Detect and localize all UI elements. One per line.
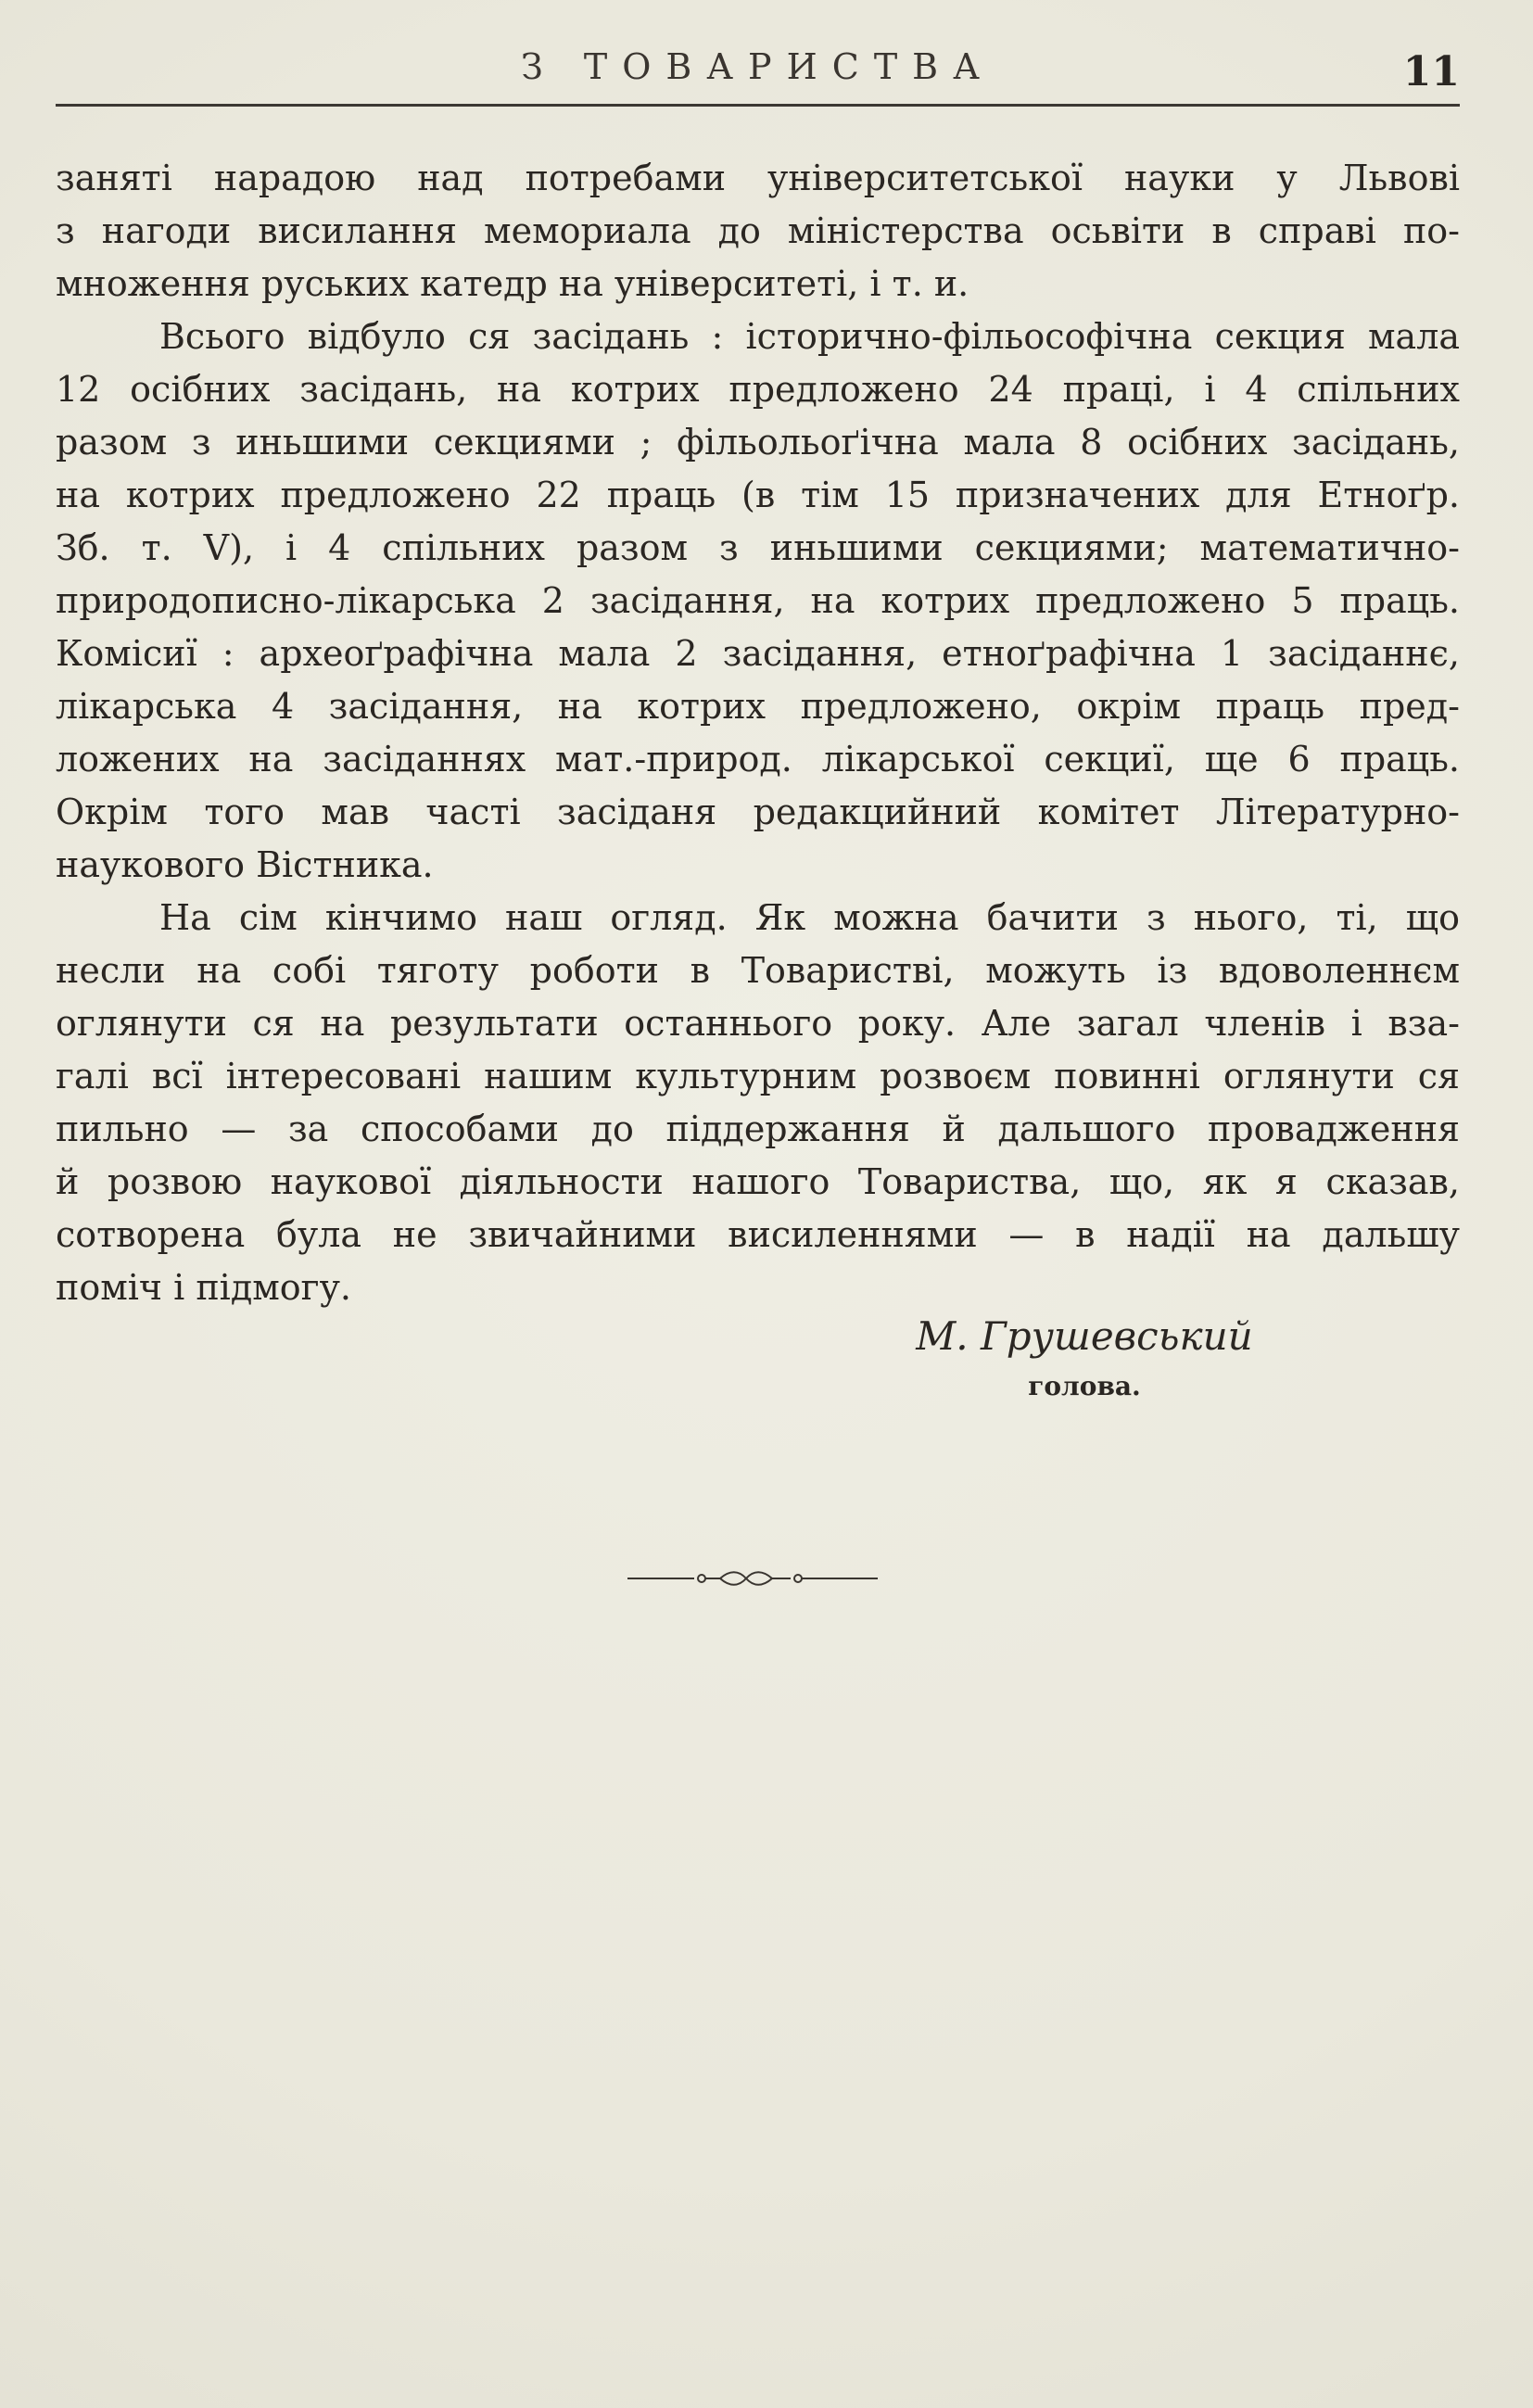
text-line: поміч і підмогу. — [56, 1267, 352, 1308]
signature-block — [890, 1309, 1279, 1409]
text-line: Комісиї : археоґрафічна мала 2 засідання, етноґрафічна 1 засіданнє, — [56, 633, 1460, 674]
decorative-divider-icon — [627, 1565, 878, 1592]
text-line: несли на собі тяготу роботи в Товаристві, можуть із вдоволеннєм — [56, 950, 1460, 991]
text-line: на котрих предложено 22 праць (в тім 15 призначених для Етноґр. — [56, 475, 1460, 515]
text-line: разом з иньшими секциями ; фільольоґічна мала 8 осібних засідань, — [56, 422, 1460, 463]
text-line: Всього відбуло ся засідань : історично-фільософічна секция мала — [159, 316, 1460, 357]
page-header — [56, 43, 1460, 108]
running-head: З ТОВАРИСТВА — [521, 46, 995, 87]
text-line: заняті нарадою над потребами університетської науки у Львові — [56, 158, 1460, 198]
text-line: Зб. т. V), і 4 спільних разом з иньшими секциями; математично- — [56, 527, 1460, 568]
body-text — [56, 152, 1460, 1314]
text-line: пильно — за способами до піддержання й дальшого провадження — [56, 1109, 1460, 1149]
text-line: ложених на засіданнях мат.-природ. лікарської секциї, ще 6 праць. — [56, 739, 1460, 779]
header-rule — [56, 104, 1460, 107]
text-line: 12 осібних засідань, на котрих предложено 24 праці, і 4 спільних — [56, 369, 1460, 410]
text-line: Окрім того мав часті засіданя редакцийний комітет Літературно- — [56, 792, 1460, 832]
text-line: оглянути ся на результати останнього року. Але загал членів і вза- — [56, 1003, 1460, 1044]
text-line: На сім кінчимо наш огляд. Як можна бачити з нього, ті, що — [159, 897, 1460, 938]
text-line: природописно-лікарська 2 засідання, на котрих предложено 5 праць. — [56, 580, 1460, 621]
author-signature: М. Грушевський — [916, 1313, 1253, 1359]
text-line: з нагоди висилання мемориала до міністерства осьвіти в справі по- — [56, 210, 1460, 251]
text-line: наукового Вістника. — [56, 844, 434, 885]
text-line: й розвою наукової діяльности нашого Товариства, що, як я сказав, — [56, 1161, 1460, 1202]
text-line: сотворена була не звичайними висиленнями — в надії на дальшу — [56, 1214, 1460, 1255]
page-number: 11 — [1402, 48, 1460, 95]
text-line: множення руських катедр на університеті, і т. и. — [56, 263, 969, 304]
author-role: голова. — [1028, 1371, 1141, 1401]
text-line: галі всї інтересовані нашим культурним розвоєм повинні оглянути ся — [56, 1056, 1460, 1096]
text-line: лікарська 4 засідання, на котрих предложено, окрім праць пред- — [56, 686, 1460, 727]
